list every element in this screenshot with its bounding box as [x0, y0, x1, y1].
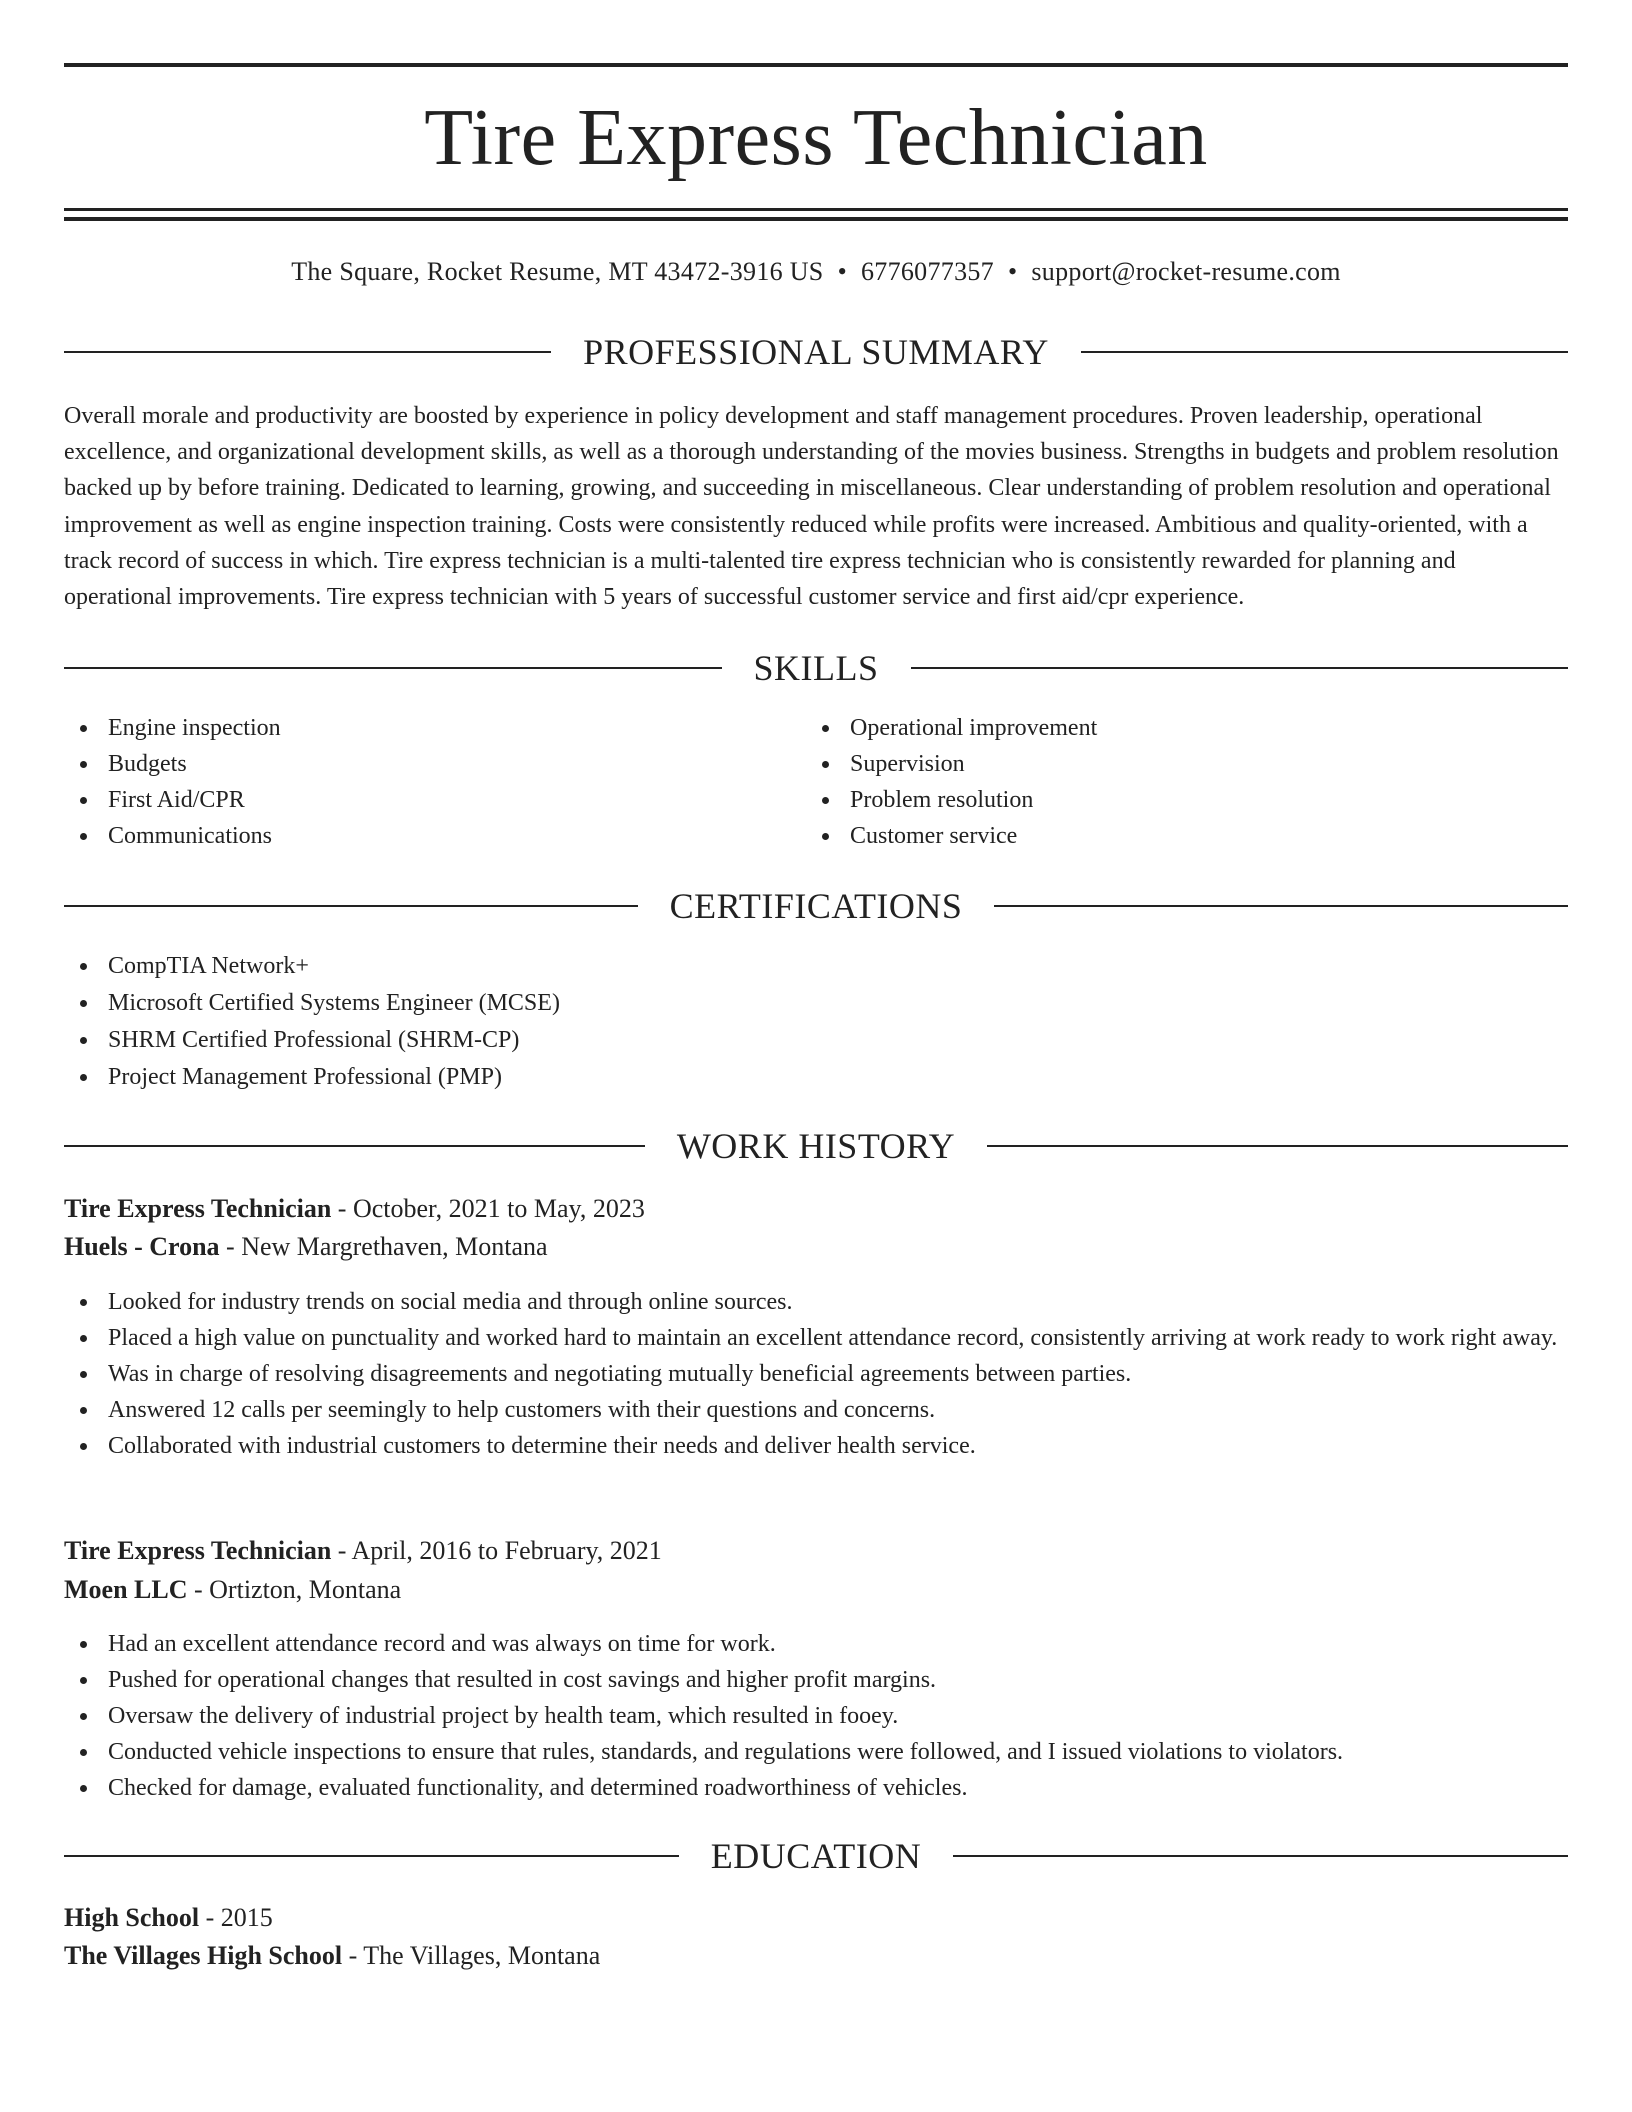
top-rule [64, 63, 1568, 67]
job-title-line [64, 1532, 1568, 1570]
job-title: Tire Express Technician [64, 1536, 332, 1565]
job-bullet: Placed a high value on punctuality and worked hard to maintain an excellent attendance record, consistently arriving at work ready to work right away. [64, 1320, 1568, 1356]
certification-item: Project Management Professional (PMP) [64, 1059, 1568, 1096]
education-school: The Villages High School [64, 1941, 343, 1970]
education-year: - 2015 [199, 1903, 273, 1932]
skills-heading-text: SKILLS [753, 648, 879, 688]
job-bullet: Answered 12 calls per seemingly to help customers with their questions and concerns. [64, 1392, 1568, 1428]
job-bullets [64, 1626, 1568, 1806]
heading-rule-left [64, 667, 722, 669]
job-bullet: Looked for industry trends on social media and through online sources. [64, 1284, 1568, 1320]
double-rule [64, 208, 1568, 221]
job-company: Moen LLC [64, 1575, 188, 1604]
job-dates: - October, 2021 to May, 2023 [331, 1194, 645, 1223]
certification-item: CompTIA Network+ [64, 948, 1568, 985]
job-bullet: Conducted vehicle inspections to ensure that rules, standards, and regulations were followed, and I issued violations to violators. [64, 1734, 1568, 1770]
job-bullets [64, 1284, 1568, 1464]
job-title-line [64, 1190, 1568, 1228]
work-heading-text: WORK HISTORY [676, 1126, 956, 1166]
education-school-line [64, 1937, 1568, 1975]
summary-heading [64, 330, 1568, 374]
heading-rule-left [64, 351, 551, 353]
job-company-line [64, 1571, 1568, 1609]
job-company: Huels - Crona [64, 1232, 220, 1261]
job-bullet: Had an excellent attendance record and was always on time for work. [64, 1626, 1568, 1662]
certifications-heading-text: CERTIFICATIONS [669, 886, 963, 926]
skills-list-right [806, 710, 1566, 854]
skill-item: Communications [64, 818, 804, 854]
skill-item: Supervision [806, 746, 1566, 782]
job-company-line [64, 1228, 1568, 1266]
certifications-list [64, 948, 1568, 1096]
heading-rule-right [987, 1145, 1568, 1147]
skill-item: First Aid/CPR [64, 782, 804, 818]
work-heading [64, 1124, 1568, 1168]
skills-list-left [64, 710, 804, 854]
heading-rule-right [911, 667, 1569, 669]
skill-item: Problem resolution [806, 782, 1566, 818]
heading-rule-right [1081, 351, 1568, 353]
job-dates: - April, 2016 to February, 2021 [331, 1536, 662, 1565]
heading-rule-right [994, 905, 1568, 907]
contact-email: support@rocket-resume.com [1031, 257, 1341, 286]
heading-rule-left [64, 1855, 679, 1857]
contact-separator: • [1007, 257, 1018, 286]
contact-line [64, 252, 1568, 292]
job-bullet: Checked for damage, evaluated functionality, and determined roadworthiness of vehicles. [64, 1770, 1568, 1806]
summary-paragraph: Overall morale and productivity are boosted by experience in policy development and staff management procedures. Proven leadership, operational excellence, and organizational development skills, as well as a thorough understanding of the movies business. Strengths in budgets and problem resolution backed up by before training. Dedicated to learning, growing, and succeeding in miscellaneous. Clear understanding of problem resolution and operational improvement as well as engine inspection training. Costs were consistently reduced while profits were increased. Ambitious and quality-oriented, with a track record of success in which. Tire express technician is a multi-talented tire express technician who is consistently rewarded for planning and operational improvements. Tire express technician with 5 years of successful customer service and first aid/cpr experience. [64, 403, 1559, 611]
summary-heading-text: PROFESSIONAL SUMMARY [583, 332, 1049, 372]
candidate-name: Tire Express Technician [424, 94, 1208, 182]
job-location: - Ortizton, Montana [187, 1575, 402, 1604]
certification-item: SHRM Certified Professional (SHRM-CP) [64, 1022, 1568, 1059]
job-bullet: Oversaw the delivery of industrial project by health team, which resulted in fooey. [64, 1698, 1568, 1734]
job-bullet: Pushed for operational changes that resulted in cost savings and higher profit margins. [64, 1662, 1568, 1698]
education-degree: High School [64, 1903, 200, 1932]
skill-item: Operational improvement [806, 710, 1566, 746]
heading-rule-left [64, 1145, 645, 1147]
skills-heading [64, 646, 1568, 690]
heading-rule-left [64, 905, 638, 907]
job-bullet: Collaborated with industrial customers to determine their needs and deliver health service. [64, 1428, 1568, 1464]
contact-separator: • [837, 257, 847, 286]
job-bullet: Was in charge of resolving disagreements and negotiating mutually beneficial agreements between parties. [64, 1356, 1568, 1392]
job-location: - New Margrethaven, Montana [219, 1232, 548, 1261]
education-heading-text: EDUCATION [710, 1836, 922, 1876]
contact-address: The Square, Rocket Resume, MT 43472-3916 US [291, 257, 824, 286]
certification-item: Microsoft Certified Systems Engineer (MCSE) [64, 985, 1568, 1022]
skill-item: Customer service [806, 818, 1566, 854]
certifications-heading [64, 884, 1568, 928]
heading-rule-right [953, 1855, 1568, 1857]
education-heading [64, 1834, 1568, 1878]
contact-phone: 6776077357 [860, 257, 994, 286]
education-degree-line [64, 1899, 1568, 1937]
skill-item: Engine inspection [64, 710, 804, 746]
job-title: Tire Express Technician [64, 1194, 332, 1223]
skill-item: Budgets [64, 746, 804, 782]
education-location: - The Villages, Montana [342, 1941, 601, 1970]
